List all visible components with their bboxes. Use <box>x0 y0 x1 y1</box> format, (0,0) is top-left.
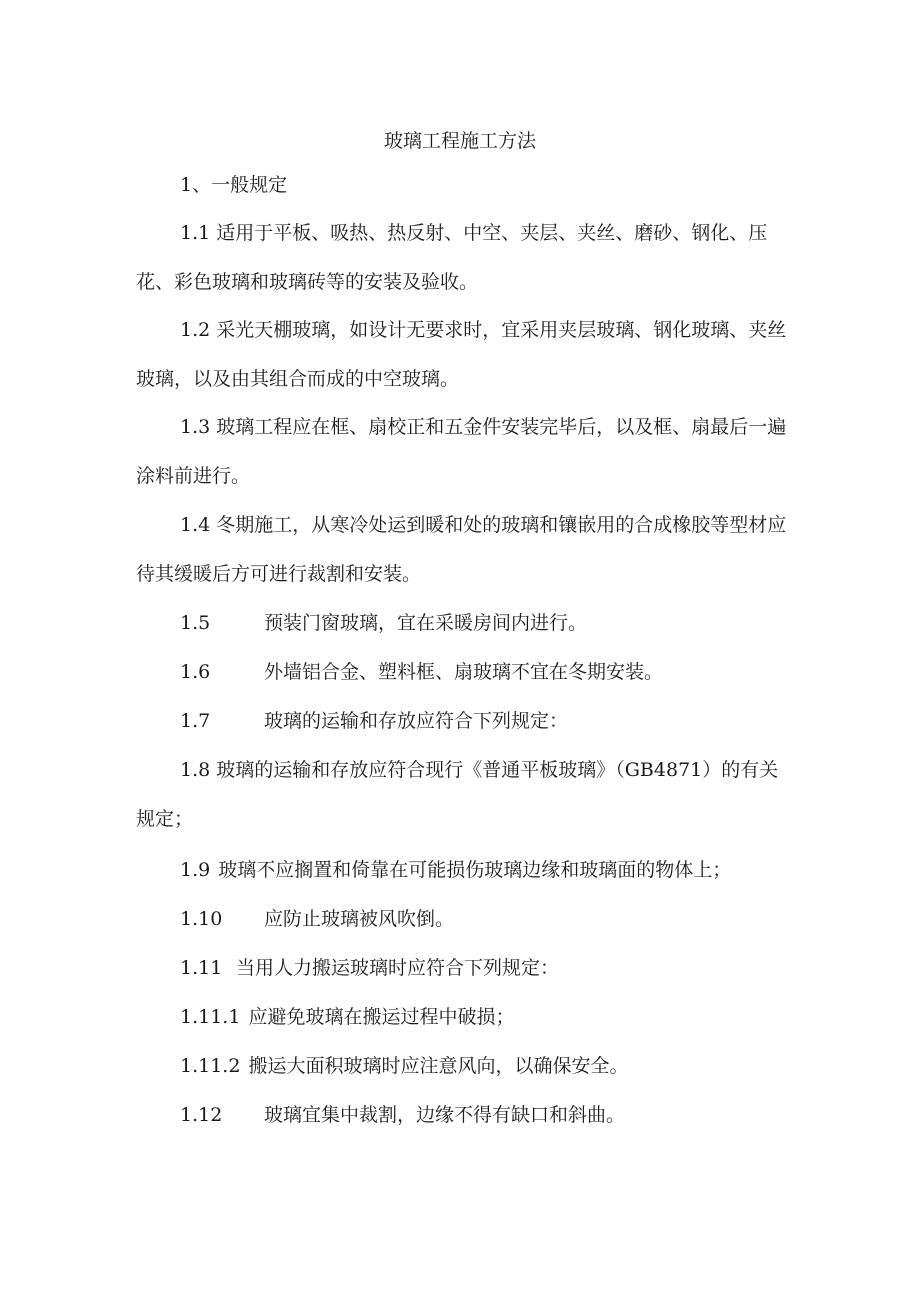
item-text: 应防止玻璃被风吹倒。 <box>264 908 455 930</box>
paragraph-1-4: 1.4 冬期施工，从寒冷处运到暖和处的玻璃和镶嵌用的合成橡胶等型材应待其缓暖后方可进行裁割和安装。 <box>136 514 787 585</box>
document-title: 玻璃工程施工方法 <box>383 130 536 152</box>
item-text: 玻璃不应搁置和倚靠在可能损伤玻璃边缘和玻璃面的物体上； <box>218 859 732 881</box>
item-text: 玻璃宜集中裁割，边缘不得有缺口和斜曲。 <box>264 1104 626 1126</box>
item-number: 1.10 <box>180 908 223 930</box>
item-1-9 <box>180 857 731 883</box>
item-number: 1.9 <box>180 859 211 881</box>
item-1-5 <box>180 610 587 636</box>
item-1-11-1 <box>180 1004 514 1030</box>
item-number: 1.12 <box>180 1104 223 1126</box>
paragraph-1-3: 1.3 玻璃工程应在框、扇校正和五金件安装完毕后，以及框、扇最后一遍涂料前进行。 <box>136 416 787 487</box>
item-1-10 <box>180 906 454 932</box>
section-heading: 1、一般规定 <box>180 174 288 196</box>
item-number: 1.11.1 <box>180 1006 241 1028</box>
item-number: 1.6 <box>180 661 211 683</box>
item-1-7 <box>180 708 568 734</box>
item-text: 应避免玻璃在搬运过程中破损； <box>248 1006 515 1028</box>
item-text: 预装门窗玻璃，宜在采暖房间内进行。 <box>264 612 588 634</box>
item-1-11-2 <box>180 1053 628 1079</box>
paragraph-1-1: 1.1 适用于平板、吸热、热反射、中空、夹层、夹丝、磨砂、钢化、压花、彩色玻璃和玻璃砖等的安装及验收。 <box>136 222 768 293</box>
item-text: 玻璃的运输和存放应符合下列规定： <box>264 710 569 732</box>
item-1-6 <box>180 659 663 685</box>
item-1-12 <box>180 1102 625 1128</box>
item-number: 1.11.2 <box>180 1055 241 1077</box>
item-text: 当用人力搬运玻璃时应符合下列规定： <box>236 957 560 979</box>
paragraph-1-8: 1.8 玻璃的运输和存放应符合现行《普通平板玻璃》（GB4871）的有关规定； <box>136 759 779 830</box>
item-text: 外墙铝合金、塑料框、扇玻璃不宜在冬期安装。 <box>264 661 664 683</box>
paragraph-1-2: 1.2 采光天棚玻璃，如设计无要求时，宜采用夹层玻璃、钢化玻璃、夹丝玻璃，以及由其组合而成的中空玻璃。 <box>136 319 787 390</box>
item-1-11 <box>180 955 559 981</box>
item-number: 1.7 <box>180 710 211 732</box>
item-number: 1.5 <box>180 612 211 634</box>
item-number: 1.11 <box>180 957 223 979</box>
item-text: 搬运大面积玻璃时应注意风向，以确保安全。 <box>248 1055 629 1077</box>
